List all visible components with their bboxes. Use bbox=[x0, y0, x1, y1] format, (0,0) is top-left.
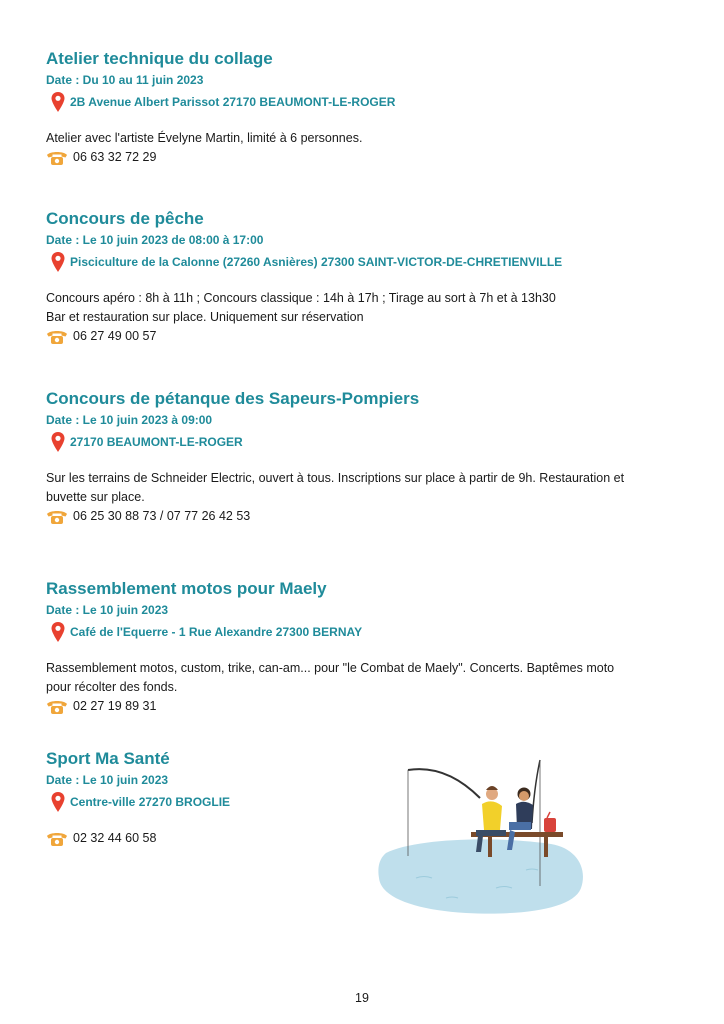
event-atelier-collage bbox=[46, 49, 686, 167]
event-title: Concours de pétanque des Sapeurs-Pompiers bbox=[46, 389, 420, 408]
description-line: Atelier avec l'artiste Évelyne Martin, limité à 6 personnes. bbox=[46, 131, 363, 145]
description-line: Bar et restauration sur place. Uniquement sur réservation bbox=[46, 310, 364, 324]
event-sport-ma-sante bbox=[46, 749, 366, 848]
phone-number: 06 63 32 72 29 bbox=[73, 150, 157, 164]
event-title: Atelier technique du collage bbox=[46, 49, 273, 68]
event-location-text: Pisciculture de la Calonne (27260 Asnières) 27300 SAINT-VICTOR-DE-CHRETIENVILLE bbox=[70, 254, 563, 269]
telephone-icon bbox=[46, 831, 68, 847]
map-pin-icon bbox=[50, 251, 66, 273]
event-location bbox=[46, 251, 686, 273]
event-location-text: Centre-ville 27270 BROGLIE bbox=[70, 794, 231, 809]
event-concours-petanque bbox=[46, 389, 686, 526]
phone-number: 02 32 44 60 58 bbox=[73, 831, 157, 845]
event-date: Date : Le 10 juin 2023 bbox=[46, 773, 169, 787]
event-description bbox=[46, 129, 686, 148]
map-pin-icon bbox=[50, 621, 66, 643]
event-phone bbox=[46, 148, 686, 167]
description-line: Concours apéro : 8h à 11h ; Concours classique : 14h à 17h ; Tirage au sort à 7h et à 13h30 bbox=[46, 291, 556, 305]
event-phone bbox=[46, 697, 686, 716]
event-title: Rassemblement motos pour Maely bbox=[46, 579, 327, 598]
event-location bbox=[46, 791, 366, 813]
event-date: Date : Du 10 au 11 juin 2023 bbox=[46, 73, 204, 87]
event-concours-peche bbox=[46, 209, 686, 346]
page-number: 19 bbox=[355, 991, 369, 1005]
event-location bbox=[46, 91, 686, 113]
event-location-text: 2B Avenue Albert Parissot 27170 BEAUMONT-LE-ROGER bbox=[70, 94, 396, 109]
telephone-icon bbox=[46, 699, 68, 715]
event-location-text: Café de l'Equerre - 1 Rue Alexandre 27300 BERNAY bbox=[70, 624, 363, 639]
event-phone bbox=[46, 507, 686, 526]
map-pin-icon bbox=[50, 431, 66, 453]
event-title: Sport Ma Santé bbox=[46, 749, 170, 768]
event-rassemblement-motos bbox=[46, 579, 686, 716]
event-location bbox=[46, 621, 686, 643]
event-title: Concours de pêche bbox=[46, 209, 204, 228]
phone-number: 06 25 30 88 73 / 07 77 26 42 53 bbox=[73, 509, 251, 523]
phone-number: 02 27 19 89 31 bbox=[73, 699, 157, 713]
event-description bbox=[46, 289, 686, 327]
event-location-text: 27170 BEAUMONT-LE-ROGER bbox=[70, 434, 243, 449]
event-date: Date : Le 10 juin 2023 bbox=[46, 603, 169, 617]
event-location bbox=[46, 431, 686, 453]
description-line: Rassemblement motos, custom, trike, can-am... pour "le Combat de Maely". Concerts. Baptêmes moto bbox=[46, 661, 615, 675]
event-date: Date : Le 10 juin 2023 à 09:00 bbox=[46, 413, 213, 427]
event-phone bbox=[46, 327, 686, 346]
telephone-icon bbox=[46, 509, 68, 525]
map-pin-icon bbox=[50, 91, 66, 113]
telephone-icon bbox=[46, 150, 68, 166]
event-date: Date : Le 10 juin 2023 de 08:00 à 17:00 bbox=[46, 233, 264, 247]
event-phone bbox=[46, 829, 366, 848]
description-line: Sur les terrains de Schneider Electric, ouvert à tous. Inscriptions sur place à partir de 9h. Restauration et bbox=[46, 471, 625, 485]
fishing-illustration bbox=[376, 758, 588, 918]
map-pin-icon bbox=[50, 791, 66, 813]
event-description bbox=[46, 659, 686, 697]
telephone-icon bbox=[46, 329, 68, 345]
phone-number: 06 27 49 00 57 bbox=[73, 329, 157, 343]
description-line: buvette sur place. bbox=[46, 490, 145, 504]
event-description bbox=[46, 469, 686, 507]
description-line: pour récolter des fonds. bbox=[46, 680, 178, 694]
